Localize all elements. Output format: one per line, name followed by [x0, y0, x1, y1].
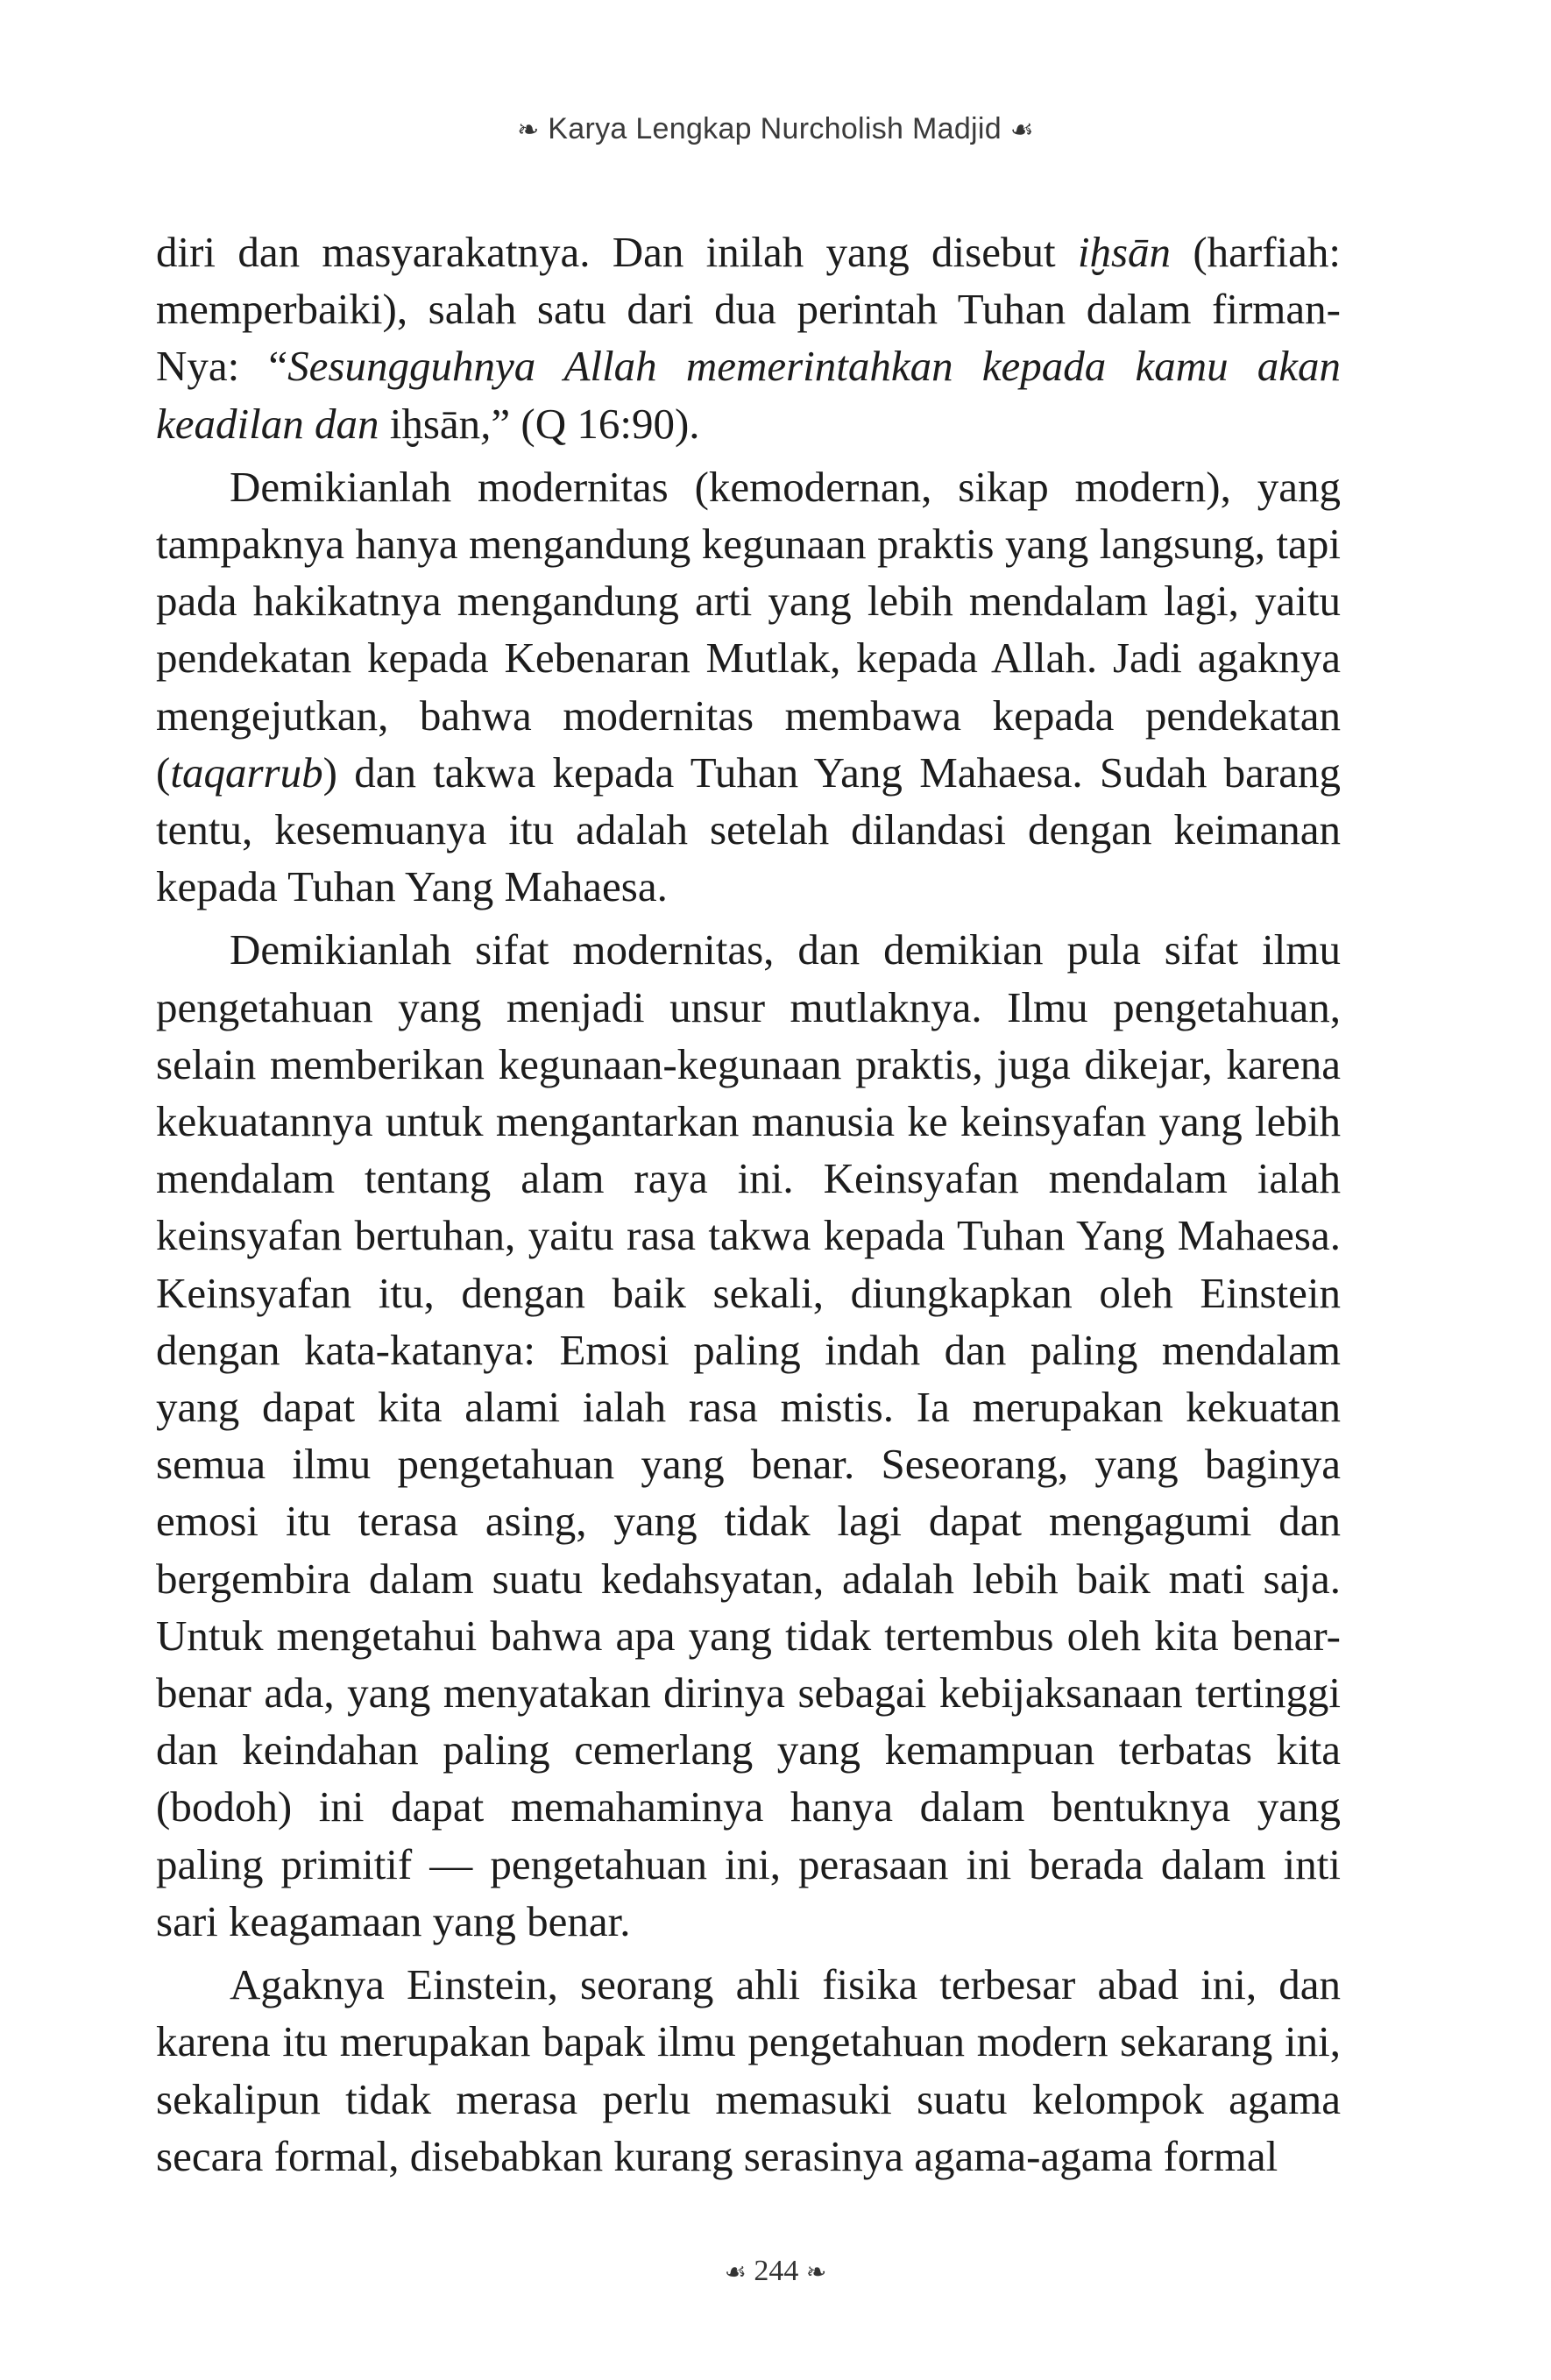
paragraph — [156, 1956, 1341, 2185]
italic-text: , — [480, 399, 492, 448]
paragraph — [156, 458, 1341, 916]
text-run: ” (Q 16:90). — [491, 399, 700, 448]
book-title: Karya Lengkap Nurcholish Madjid — [548, 112, 1002, 145]
text-run: (harfiah: memperbaiki), salah satu dari dua perintah Tuhan dalam firman-Nya: “ — [156, 228, 1341, 391]
text-run: Demikianlah sifat modernitas, dan demikian pula sifat ilmu pengetahuan yang menjadi unsur mutlaknya. Ilmu pengetahuan, selain memberikan kegunaan-kegunaan praktis, juga dikejar, karena kekuatannya untuk mengantarkan manusia ke keinsyafan yang lebih mendalam tentang alam raya ini. Keinsyafan mendalam ialah keinsyafan bertuhan, yaitu rasa takwa kepada Tuhan Yang Mahaesa. Keinsyafan itu, dengan baik sekali, diungkapkan oleh Einstein dengan kata-katanya: Emosi paling indah dan paling mendalam yang dapat kita alami ialah rasa mistis. Ia merupakan kekuatan semua ilmu pengetahuan yang benar. Seseorang, yang baginya emosi itu terasa asing, yang tidak lagi dapat mengagumi dan bergembira dalam suatu kedahsyatan, adalah lebih baik mati saja. Untuk mengetahui bahwa apa yang tidak tertembus oleh kita benar-benar ada, yang menyatakan dirinya sebagai kebijaksanaan tertinggi dan keindahan paling cemerlang yang kemampuan terbatas kita (bodoh) ini dapat memahaminya hanya dalam bentuknya yang paling primitif — pengetahuan ini, perasaan ini berada dalam inti sari keagamaan yang benar. — [156, 925, 1341, 1945]
text-run: ) dan takwa kepada Tuhan Yang Mahaesa. Sudah barang tentu, kesemuanya itu adalah setelah dilandasi dengan keimanan kepada Tuhan Yang Mahaesa. — [156, 747, 1341, 911]
body-text — [156, 223, 1341, 2185]
fleuron-right-icon: ☙ — [1009, 115, 1034, 145]
paragraph — [156, 921, 1341, 1950]
text-run: Demikianlah modernitas (kemodernan, sikap modern), yang tampaknya hanya mengandung kegunaan praktis yang langsung, tapi pada hakikatnya mengandung arti yang lebih mendalam lagi, yaitu pendekatan kepada Kebenaran Mutlak, kepada Allah. Jadi agaknya mengejutkan, bahwa modernitas membawa kepada pendekatan ( — [156, 462, 1341, 797]
page-footer — [0, 2255, 1551, 2288]
italic-text: Sesungguhnya Allah memerintahkan kepada kamu akan keadilan dan — [156, 342, 1341, 448]
text-run: iḫsān — [389, 399, 481, 448]
italic-text: iḫsān — [1077, 228, 1172, 276]
running-head — [0, 112, 1551, 146]
fleuron-right-icon: ❧ — [805, 2257, 827, 2286]
paragraph — [156, 223, 1341, 452]
fleuron-left-icon: ❧ — [517, 115, 540, 145]
text-run: Agaknya Einstein, seorang ahli fisika terbesar abad ini, dan karena itu merupakan bapak ilmu pengetahuan modern sekarang ini, sekalipun tidak merasa perlu memasuki suatu kelompok agama secara formal, disebabkan kurang serasinya agama-agama formal — [156, 1960, 1341, 2180]
page-number: 244 — [754, 2255, 799, 2287]
text-run: diri dan masyarakatnya. Dan inilah yang disebut — [156, 228, 1078, 276]
italic-text: taqarrub — [170, 747, 323, 797]
fleuron-left-icon: ☙ — [724, 2257, 747, 2286]
